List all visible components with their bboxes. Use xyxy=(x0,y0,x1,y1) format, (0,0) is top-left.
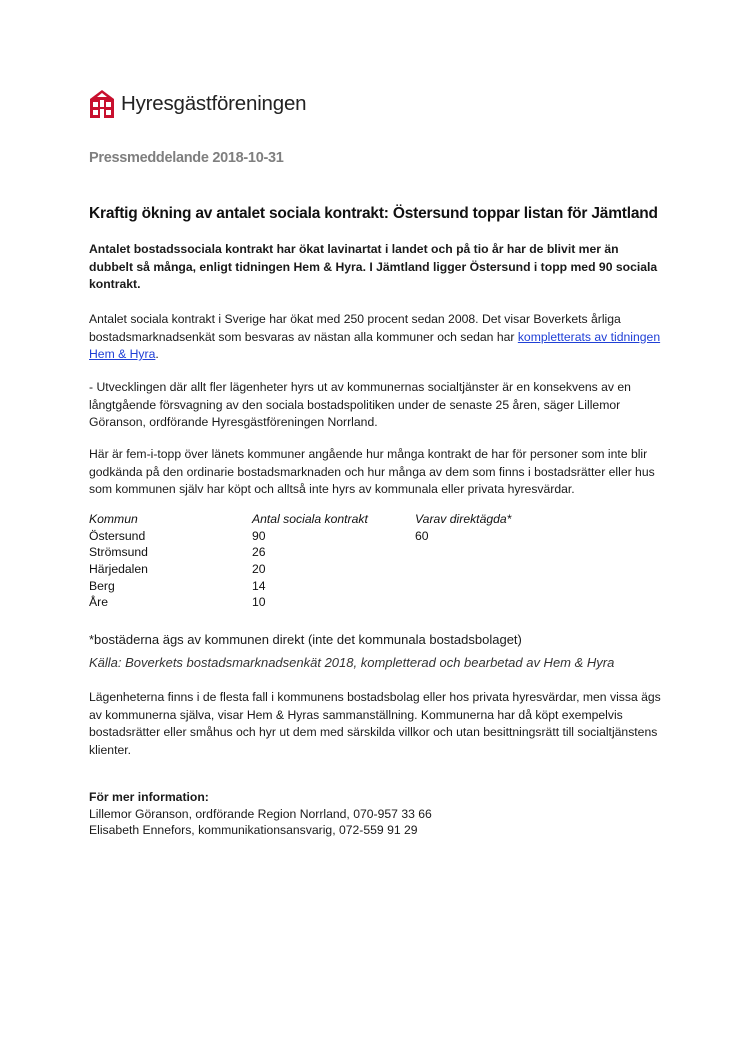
table-cell: 10 xyxy=(252,595,266,610)
table-cell: 60 xyxy=(415,528,429,543)
table-cell: Berg xyxy=(89,578,115,593)
table-cell: 14 xyxy=(252,578,266,593)
header-antal: Antal sociala kontrakt xyxy=(252,512,368,526)
paragraph-3: Här är fem-i-topp över länets kommuner angående hur många kontrakt de har för personer som inte blir godkända på den ordinarie bostadsmarknaden och hur många av dem som finns i bostadsrätter eller hus som kommunen själv har köpt och alltså inte hyrs av kommunala eller privata hyresvärdar. xyxy=(89,447,655,496)
table-cell xyxy=(415,544,585,561)
table-row xyxy=(89,594,589,611)
source-citation: Källa: Boverkets bostadsmarknadsenkät 2018, kompletterad och bearbetad av Hem & Hyra xyxy=(89,655,615,670)
paragraph-1-end: . xyxy=(155,347,159,361)
municipality-table xyxy=(89,511,589,611)
table-row xyxy=(89,544,589,561)
table-cell: 20 xyxy=(252,562,266,577)
contact-line: Lillemor Göranson, ordförande Region Norrland, 070-957 33 66 xyxy=(89,806,432,821)
table-cell: Strömsund xyxy=(89,545,148,560)
table-cell: Åre xyxy=(89,595,108,610)
table-cell xyxy=(415,561,585,578)
paragraph-1 xyxy=(89,311,661,364)
table-cell: Östersund xyxy=(89,528,146,543)
table-cell xyxy=(415,594,585,611)
table-row xyxy=(89,561,589,578)
paragraph-1-text: Antalet sociala kontrakt i Sverige har ökat med 250 procent sedan 2008. Det visar Boverkets årliga bostadsmarknadsenkät som besvaras av nästan alla kommuner och sedan har xyxy=(89,312,621,344)
contact-title: För mer information: xyxy=(89,790,209,804)
table-cell xyxy=(415,578,585,595)
table-footnote: *bostäderna ägs av kommunen direkt (inte det kommunala bostadsbolaget) xyxy=(89,632,522,647)
header-direktagda: Varav direktägda* xyxy=(415,512,512,526)
logo-text: Hyresgästföreningen xyxy=(121,92,307,115)
header-kommun: Kommun xyxy=(89,512,138,526)
table-header-row xyxy=(89,511,589,528)
paragraph-4: Lägenheterna finns i de flesta fall i kommunens bostadsbolag eller hos privata hyresvärdar, men vissa ägs av kommunerna själva, visar Hem & Hyras sammanställning. Kommunerna har då köpt exempelvis bostadsrätter eller småhus och hyr ut dem med särskilda villkor och utan besittningsrätt till socialtjänstens klienter. xyxy=(89,690,661,757)
press-release-date: Pressmeddelande 2018-10-31 xyxy=(89,150,284,166)
house-logo-icon xyxy=(88,87,116,121)
contact-line: Elisabeth Ennefors, kommunikationsansvarig, 072-559 91 29 xyxy=(89,823,418,837)
contact-info xyxy=(89,789,432,839)
lead-paragraph: Antalet bostadssociala kontrakt har ökat lavinartat i landet och på tio år har de blivit mer än dubbelt så många, enligt tidningen Hem & Hyra. I Jämtland ligger Östersund i topp med 90 sociala kontrakt. xyxy=(89,242,658,291)
hem-hyra-link[interactable]: kompletterats av tidningen Hem & Hyra xyxy=(89,329,661,361)
table-row xyxy=(89,528,589,545)
table-row xyxy=(89,578,589,595)
table-cell: 26 xyxy=(252,545,266,560)
headline: Kraftig ökning av antalet sociala kontrakt: Östersund toppar listan för Jämtland xyxy=(89,205,658,222)
table-cell: 90 xyxy=(252,528,266,543)
table-cell: Härjedalen xyxy=(89,562,148,577)
paragraph-2-quote: - Utvecklingen där allt fler lägenheter hyrs ut av kommunernas socialtjänster är en konsekvens av en långtgående försvagning av den sociala bostadspolitiken under de senaste 25 åren, säger Lillemor Göranson, ordförande Hyresgästföreningen Norrland. xyxy=(89,380,631,429)
logo xyxy=(88,86,306,122)
